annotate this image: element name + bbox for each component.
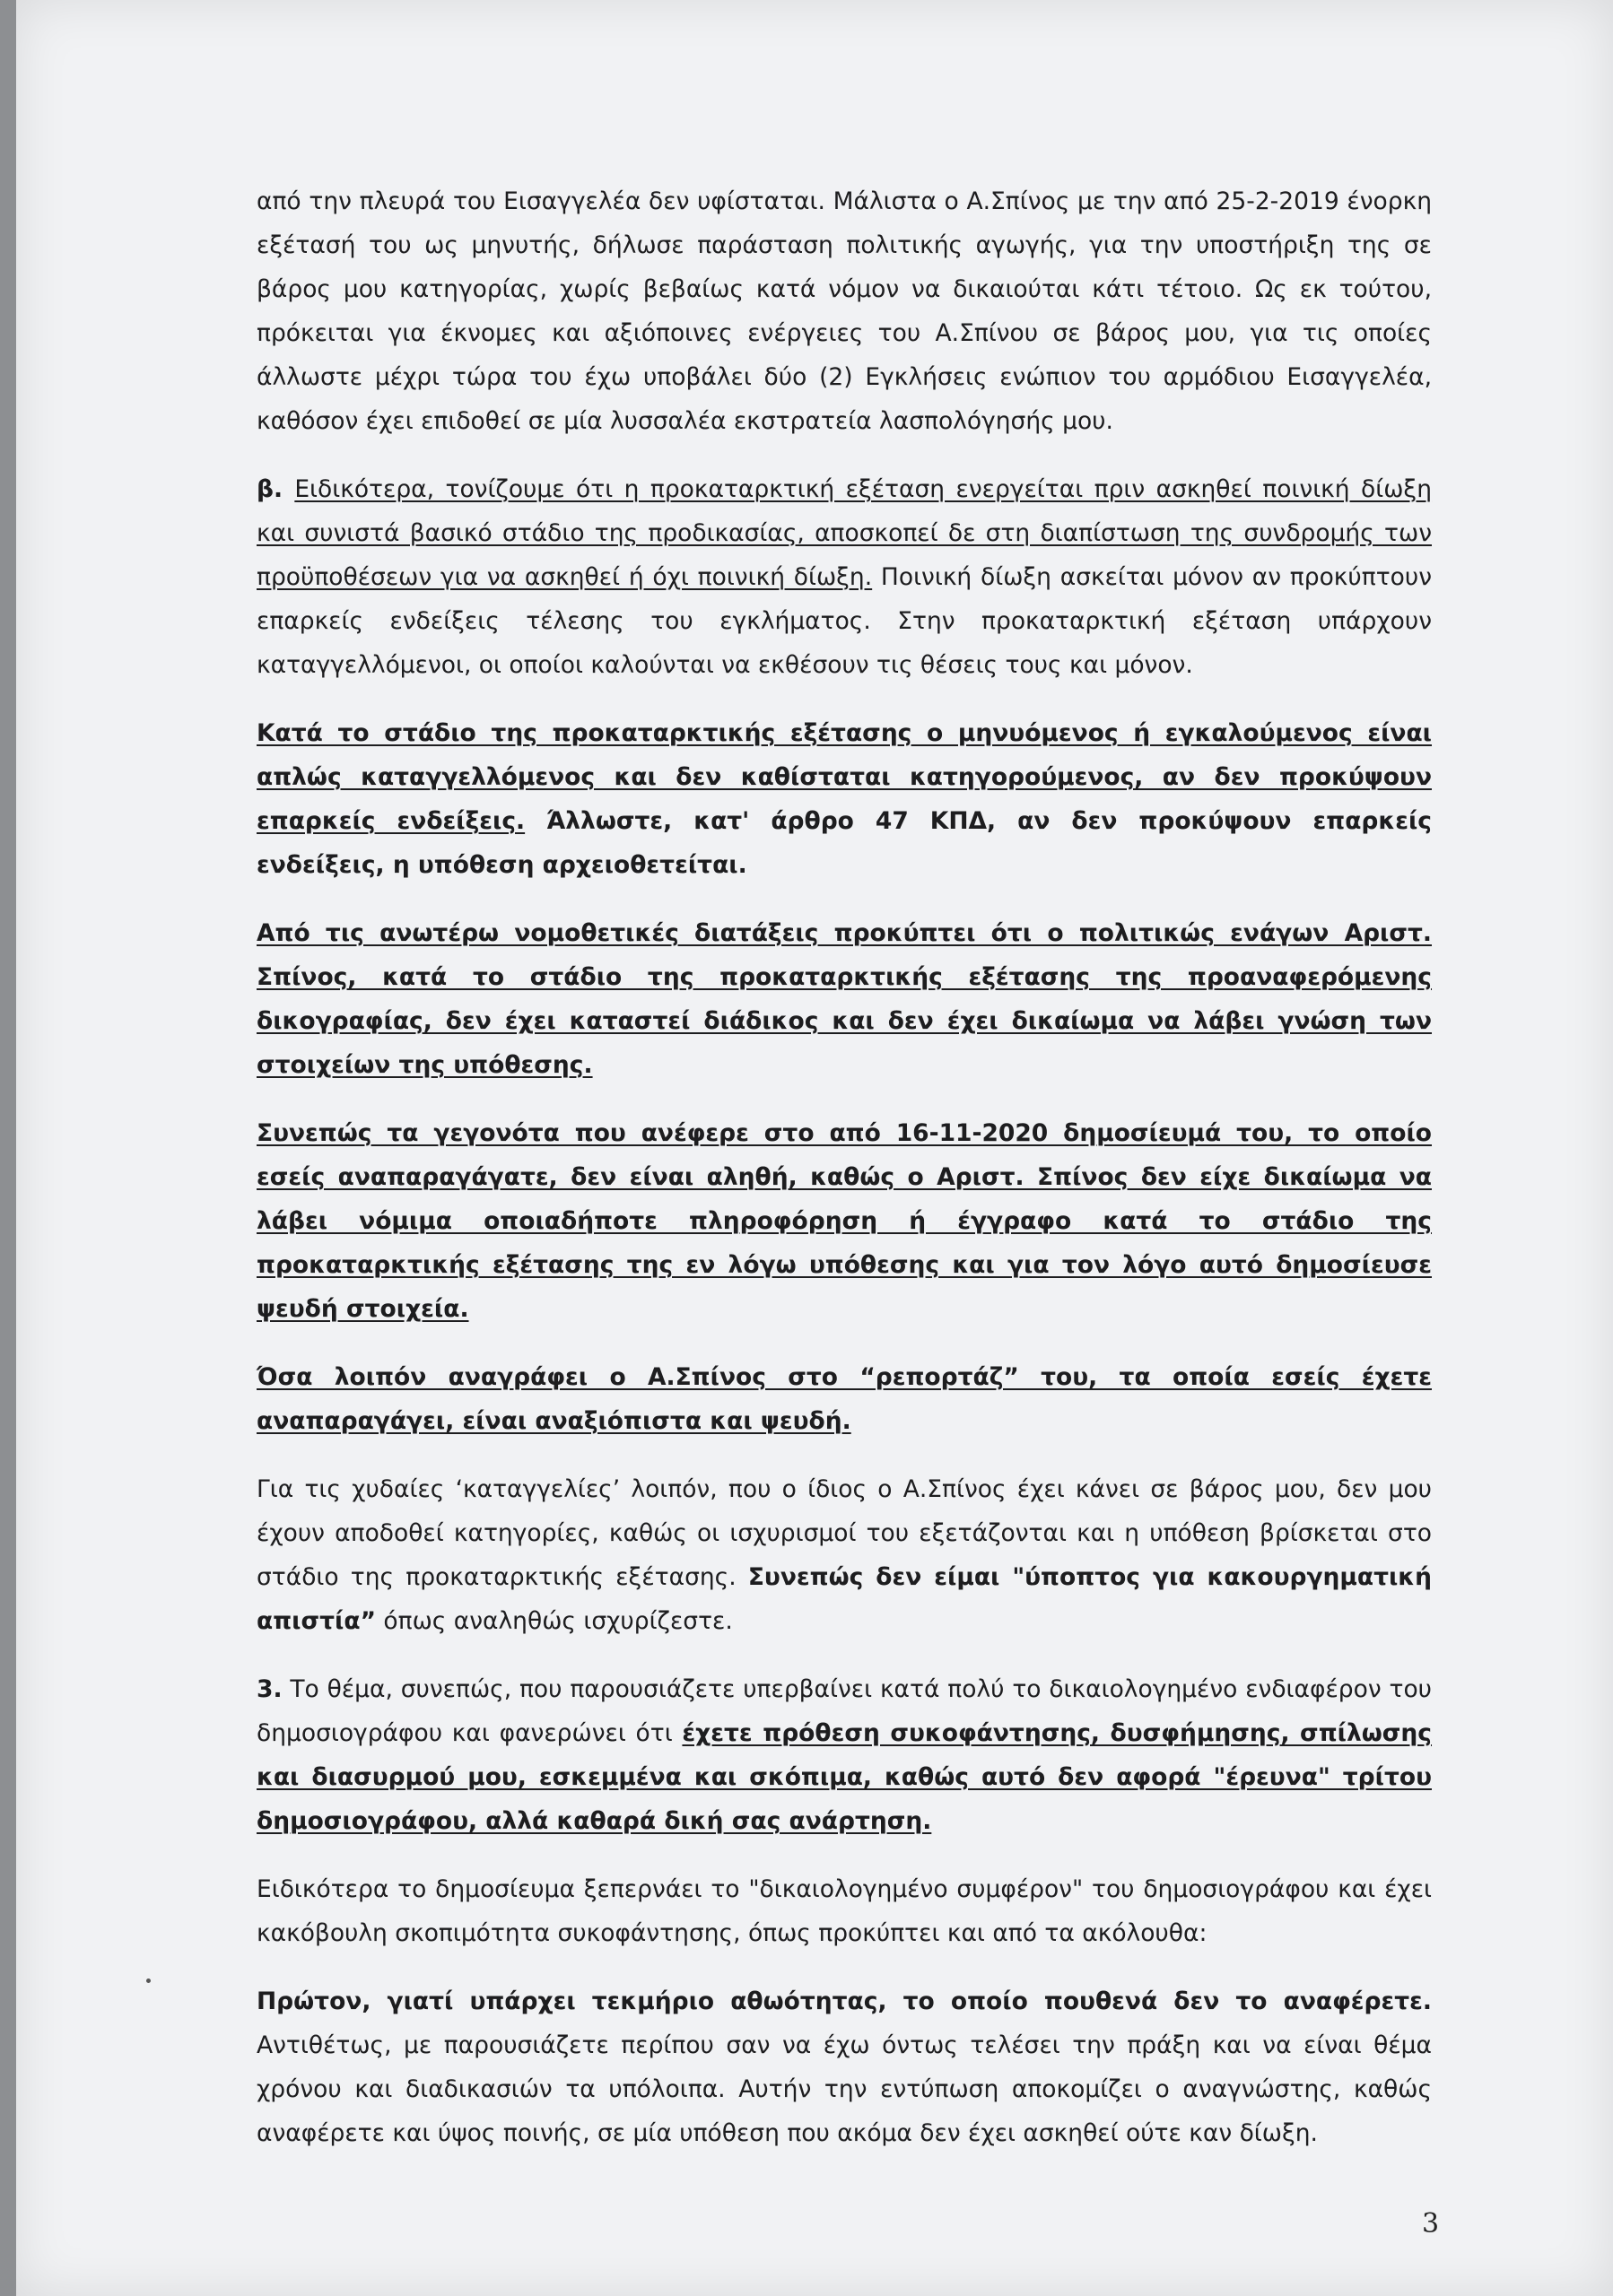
paragraph-3 [257, 711, 1432, 887]
paragraph-10-bold: Πρώτον, γιατί υπάρχει τεκμήριο αθωότητας, το οποίο πουθενά δεν το αναφέρετε. [257, 1987, 1432, 2015]
paragraph-10-text: Αντιθέτως, με παρουσιάζετε περίπου σαν να έχω όντως τελέσει την πράξη και να είναι θέμα χρόνου και διαδικασιών τα υπόλοιπα. Αυτήν την εντύπωση αποκομίζει ο αναγνώστης, καθώς αναφέρετε και ύψος ποινής, σε μία υπόθεση που ακόμα δεν έχει ασκηθεί ούτε καν δίωξη. [257, 2031, 1432, 2147]
paragraph-6-text: Όσα λοιπόν αναγράφει ο Α.Σπίνος στο “ρεπορτάζ” του, τα οποία εσείς έχετε αναπαραγάγει, είναι αναξιόπιστα και ψευδή. [257, 1363, 1432, 1435]
paragraph-8 [257, 1667, 1432, 1843]
page-number: 3 [1422, 2208, 1440, 2239]
paragraph-3-text: Άλλωστε, κατ' άρθρο 47 ΚΠΔ, αν δεν προκύψουν επαρκείς ενδείξεις, η υπόθεση αρχειοθετείται. [257, 807, 1432, 879]
paragraph-2-label: β. [257, 475, 295, 503]
paragraph-4 [257, 911, 1432, 1087]
paragraph-9-text: Ειδικότερα το δημοσίευμα ξεπερνάει το "δικαιολογημένο συμφέρον" του δημοσιογράφου και έχει κακόβουλη σκοπιμότητα συκοφάντησης, όπως προκύπτει και από τα ακόλουθα: [257, 1875, 1432, 1947]
paragraph-8-text: Το θέμα, συνεπώς, που παρουσιάζετε υπερβαίνει κατά πολύ το δικαιολογημένο ενδιαφέρον του δημοσιογράφου και φανερώνει ότι [257, 1675, 1432, 1747]
paragraph-1 [257, 179, 1432, 443]
paragraph-7-bold: Συνεπώς δεν είμαι "ύποπτος για κακουργηματική απιστία” [257, 1563, 1433, 1635]
paragraph-1-text: από την πλευρά του Εισαγγελέα δεν υφίσταται. Μάλιστα ο Α.Σπίνος με την από 25-2-2019 ένορκη εξέτασή του ως μηνυτής, δήλωσε παράσταση πολιτικής αγωγής, για την υποστήριξη της σε βάρος μου κατηγορίας, χωρίς βεβαίως κατά νόμον να δικαιούται κάτι τέτοιο. Ως εκ τούτου, πρόκειται για έκνομες και αξιόποινες ενέργειες του Α.Σπίνου σε βάρος μου, για τις οποίες άλλωστε μέχρι τώρα του έχω υποβάλει δύο (2) Εγκλήσεις ενώπιον του αρμόδιου Εισαγγελέα, καθόσον έχει επιδοθεί σε μία λυσσαλέα εκστρατεία λασπολόγησής μου. [257, 187, 1432, 435]
paragraph-7-text: Για τις χυδαίες ‘καταγγελίες’ λοιπόν, που ο ίδιος ο Α.Σπίνος έχει κάνει σε βάρος μου, δεν μου έχουν αποδοθεί κατηγορίες, καθώς οι ισχυρισμοί του εξετάζονται και η υπόθεση βρίσκεται στο στάδιο της προκαταρκτικής εξέτασης. [257, 1475, 1432, 1591]
paragraph-10 [257, 1979, 1432, 2155]
paragraph-8-label: 3. [257, 1675, 283, 1703]
paragraph-5-text: Συνεπώς τα γεγονότα που ανέφερε στο από 16-11-2020 δημοσίευμά του, το οποίο εσείς αναπαραγάγατε, δεν είναι αληθή, καθώς ο Αριστ. Σπίνος δεν είχε δικαίωμα να λάβει νόμιμα οποιαδήποτε πληροφόρηση ή έγγραφο κατά το στάδιο της προκαταρκτικής εξέτασης της εν λόγω υπόθεσης και για τον λόγο αυτό δημοσίευσε ψευδή στοιχεία. [257, 1119, 1432, 1323]
paragraph-7 [257, 1467, 1432, 1643]
paragraph-9 [257, 1867, 1432, 1955]
paragraph-3-underlined: Κατά το στάδιο της προκαταρκτικής εξέτασης ο μηνυόμενος ή εγκαλούμενος είναι απλώς καταγγελλόμενος και δεν καθίσταται κατηγορούμενος, αν δεν προκύψουν επαρκείς ενδείξεις. [257, 719, 1432, 835]
paragraph-2 [257, 467, 1432, 687]
ink-speck [146, 1979, 151, 1983]
paragraph-2-text: Ποινική δίωξη ασκείται μόνον αν προκύπτουν επαρκείς ενδείξεις τέλεσης του εγκλήματος. Στην προκαταρκτική εξέταση υπάρχουν καταγγελλόμενοι, οι οποίοι καλούνται να εκθέσουν τις θέσεις τους και μόνον. [257, 563, 1432, 679]
paragraph-4-text: Από τις ανωτέρω νομοθετικές διατάξεις προκύπτει ότι ο πολιτικώς ενάγων Αριστ. Σπίνος, κατά το στάδιο της προκαταρκτικής εξέτασης της προαναφερόμενης δικογραφίας, δεν έχει καταστεί διάδικος και δεν έχει δικαίωμα να λάβει γνώση των στοιχείων της υπόθεσης. [257, 919, 1432, 1079]
document-body [257, 179, 1432, 2155]
paragraph-6 [257, 1355, 1432, 1443]
paragraph-8-underlined: έχετε πρόθεση συκοφάντησης, δυσφήμησης, σπίλωσης και διασυρμού μου, εσκεμμένα και σκόπιμα, καθώς αυτό δεν αφορά "έρευνα" τρίτου δημοσιογράφου, αλλά καθαρά δική σας ανάρτηση. [257, 1719, 1432, 1835]
paragraph-2-underlined: Ειδικότερα, τονίζουμε ότι η προκαταρκτική εξέταση ενεργείται πριν ασκηθεί ποινική δίωξη και συνιστά βασικό στάδιο της προδικασίας, αποσκοπεί δε στη διαπίστωση της συνδρομής των προϋποθέσεων για να ασκηθεί ή όχι ποινική δίωξη. [257, 475, 1433, 591]
paragraph-7-tail: όπως αναληθώς ισχυρίζεστε. [376, 1607, 733, 1635]
document-page [16, 0, 1613, 2296]
paragraph-5 [257, 1111, 1432, 1331]
